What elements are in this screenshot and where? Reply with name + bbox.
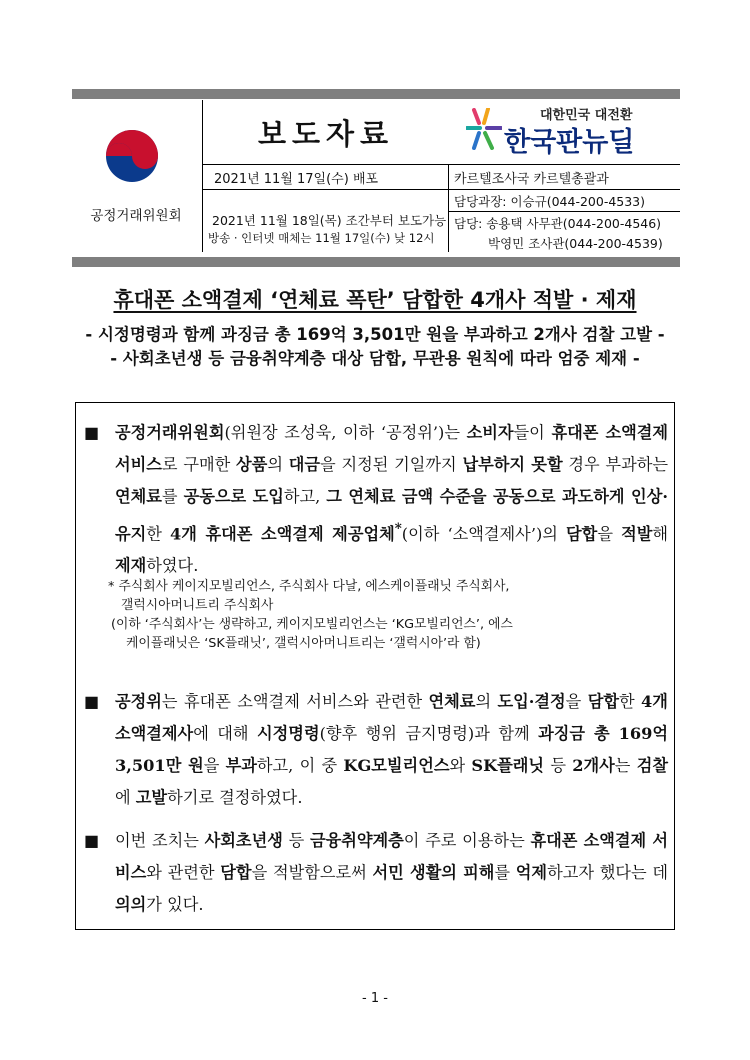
- footnote-line-3: (이하 ‘주식회사’는 생략하고, 케이지모빌리언스는 ‘KG모빌리언스’, 에스: [111, 617, 513, 632]
- embargo-print: 2021년 11월 18일(목) 조간부터 보도가능: [212, 213, 447, 228]
- page-number: - 1 -: [362, 991, 388, 1006]
- release-date: 2021년 11월 17일(수) 배포: [214, 172, 379, 187]
- bullet-square-icon: ■: [84, 423, 100, 442]
- header-rule-2: [202, 189, 680, 190]
- government-emblem-icon: [104, 128, 160, 184]
- page-title: 휴대폰 소액결제 ‘연체료 폭탄’ 담합한 4개사 적발 · 제재: [113, 288, 637, 312]
- footnote-line-2: 갤럭시아머니트리 주식회사: [121, 598, 274, 613]
- brand-main-text: 한국판뉴딜: [504, 127, 635, 158]
- header-divider-right: [448, 164, 449, 252]
- doc-type: 보도자료: [257, 117, 395, 151]
- subtitle-2: - 사회초년생 등 금융취약계층 대상 담합, 무관용 원칙에 따라 엄중 제재 -: [110, 349, 640, 368]
- summary-paragraph-2: ■ 공정위는 휴대폰 소액결제 서비스와 관련한 연체료의 도입·결정을 담합한 4개 소액결제사에 대해 시정명령(향후 행위 금지명령)과 함께 과징금 총 169억 3,501만 원을 부과하고, 이 중 KG모빌리언스와 SK플래닛 등 2개사는 검찰에 고발하기로 결정하였다.: [84, 686, 668, 814]
- embargo-broadcast: 방송 · 인터넷 매체는 11월 17일(수) 낮 12시: [208, 231, 435, 245]
- brand-top-text: 대한민국 대전환: [540, 108, 633, 123]
- korean-new-deal-logo: [462, 100, 680, 160]
- summary-paragraph-1: ■ 공정거래위원회(위원장 조성욱, 이하 ‘공정위’)는 소비자들이 휴대폰 소액결제 서비스로 구매한 상품의 대금을 지정된 기일까지 납부하지 못할 경우 부과하는 연체료를 공동으로 도입하고, 그 연체료 금액 수준을 공동으로 과도하게 인상·유지한 4개 휴대폰 소액결제 제공업체*(이하 ‘소액결제사’)의 담합을 적발해 제재하였다.: [84, 417, 668, 582]
- footnote: [108, 577, 678, 653]
- header-bottom-band: [72, 257, 680, 267]
- new-deal-mark-icon: [466, 108, 502, 150]
- header-rule-3: [448, 211, 680, 212]
- staff-contact-2: 박영민 조사관(044-200-4539): [488, 236, 663, 251]
- header-rule-1: [202, 164, 680, 165]
- summary-paragraph-3: ■ 이번 조치는 사회초년생 등 금융취약계층이 주로 이용하는 휴대폰 소액결제 서비스와 관련한 담합을 적발함으로써 서민 생활의 피해를 억제하고자 했다는 데 의의가 있다.: [84, 825, 668, 921]
- staff-contact-1: 담당: 송용택 사무관(044-200-4546): [454, 216, 662, 231]
- bullet-square-icon: ■: [84, 692, 100, 711]
- footnote-line-4: 케이플래닛은 ‘SK플래닛’, 갤럭시아머니트리는 ‘갤럭시아’라 함): [126, 636, 481, 651]
- bullet-square-icon: ■: [84, 831, 100, 850]
- footnote-line-1: * 주식회사 케이지모빌리언스, 주식회사 다날, 에스케이플래닛 주식회사,: [108, 579, 510, 594]
- agency-name: 공정거래위원회: [90, 208, 182, 224]
- subtitle-1: - 시정명령과 함께 과징금 총 169억 3,501만 원을 부과하고 2개사 검찰 고발 -: [85, 325, 665, 344]
- header-top-band: [72, 89, 680, 99]
- director-contact: 담당과장: 이승규(044-200-4533): [454, 194, 646, 209]
- header-divider-left: [202, 100, 203, 252]
- department: 카르텔조사국 카르텔총괄과: [454, 172, 609, 187]
